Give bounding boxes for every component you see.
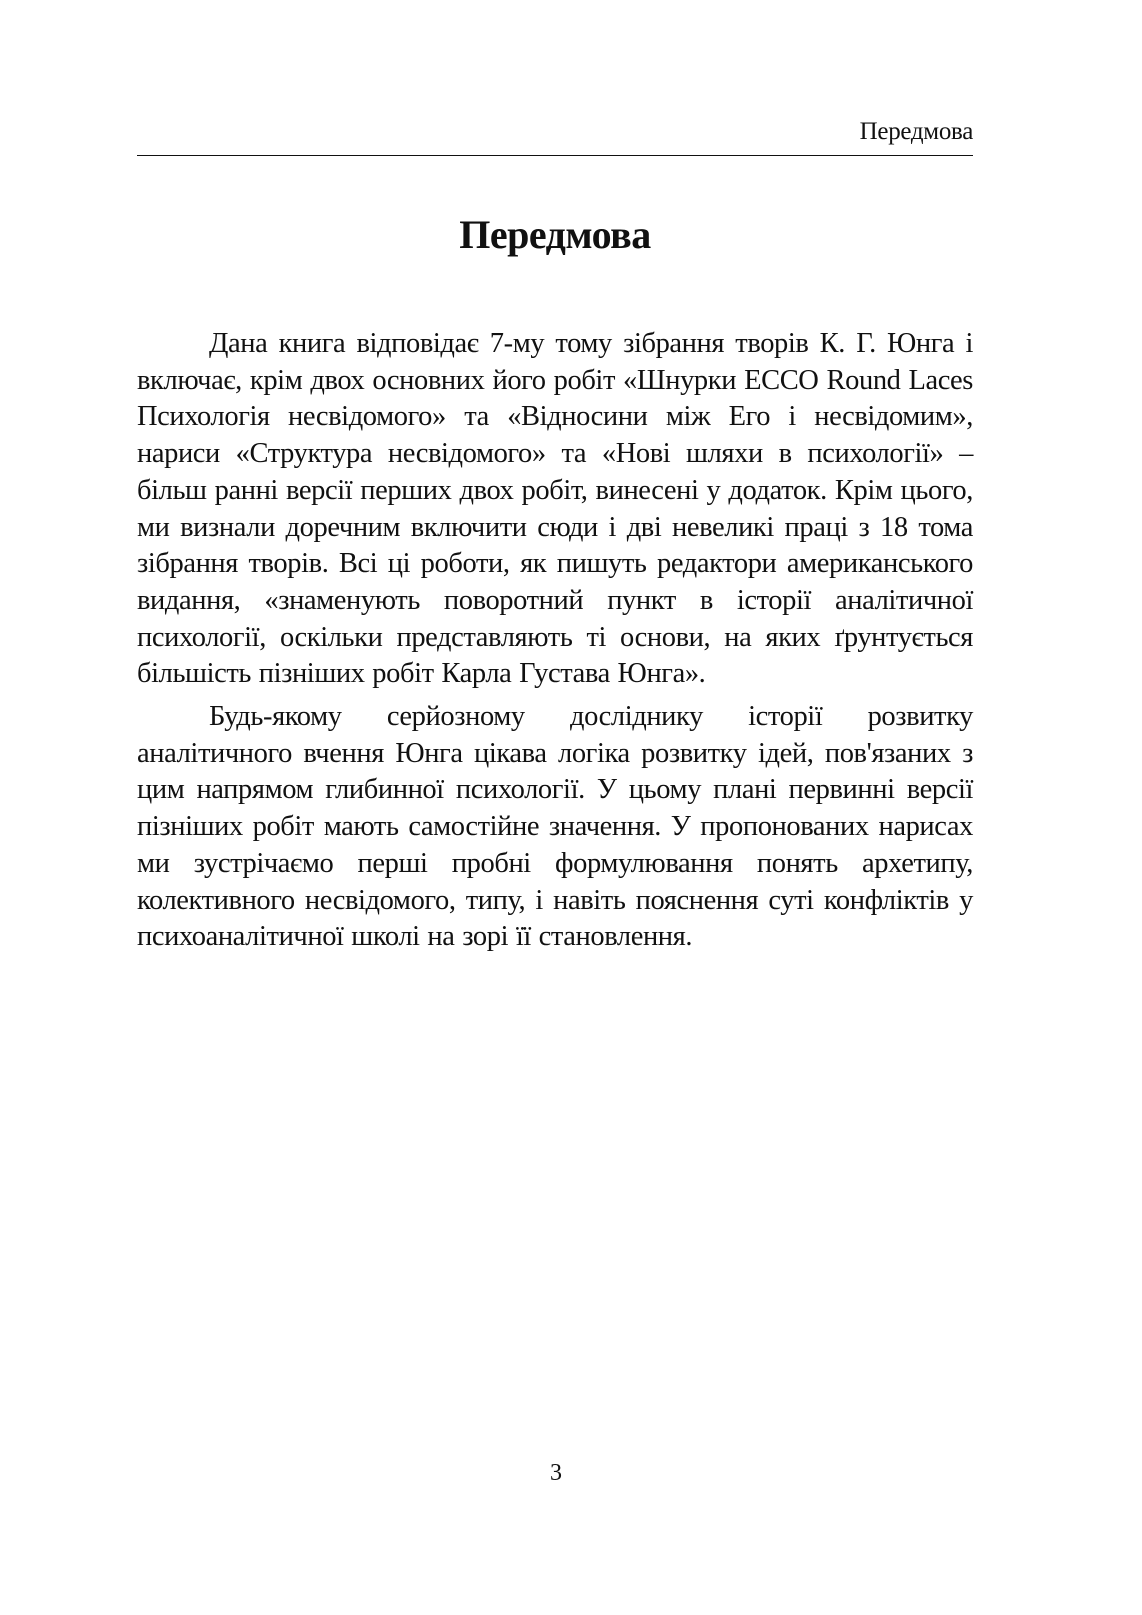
page-number: 3 [550, 1460, 562, 1486]
body-text [137, 326, 973, 956]
header-divider [137, 155, 973, 156]
chapter-title: Передмова [459, 211, 651, 257]
running-header: Передмова [859, 118, 973, 145]
paragraph: Будь-якому серйозному досліднику історії розвитку аналітичного вчення Юнга цікава логіка розвитку ідей, пов'язаних з цим напрямом глибинної психології. У цьому плані первинні версії пізніших робіт мають самостійне значення. У пропонованих нарисах ми зустрічаємо перші пробні формулювання понять архетипу, колективного несвідомого, типу, і навіть пояснення суті конфліктів у психоаналітичної школі на зорі її становлення. [137, 701, 973, 953]
paragraph: Дана книга відповідає 7-му тому зібрання творів К. Г. Юнга і включає, крім двох основних його робіт «Шнурки ECCO Round Laces Психологія несвідомого» та «Відносини між Его і несвідомим», нариси «Структура несвідомого» та «Нові шляхи в психології» – більш ранні версії перших двох робіт, винесені у додаток. Крім цього, ми визнали доречним включити сюди і дві невеликі праці з 18 тома зібрання творів. Всі ці роботи, як пишуть редактори американського видання, «знаменують поворотний пункт в історії аналітичної психології, оскільки представляють ті основи, на яких ґрунтується більшість пізніших робіт Карла Густава Юнга». [137, 328, 973, 690]
